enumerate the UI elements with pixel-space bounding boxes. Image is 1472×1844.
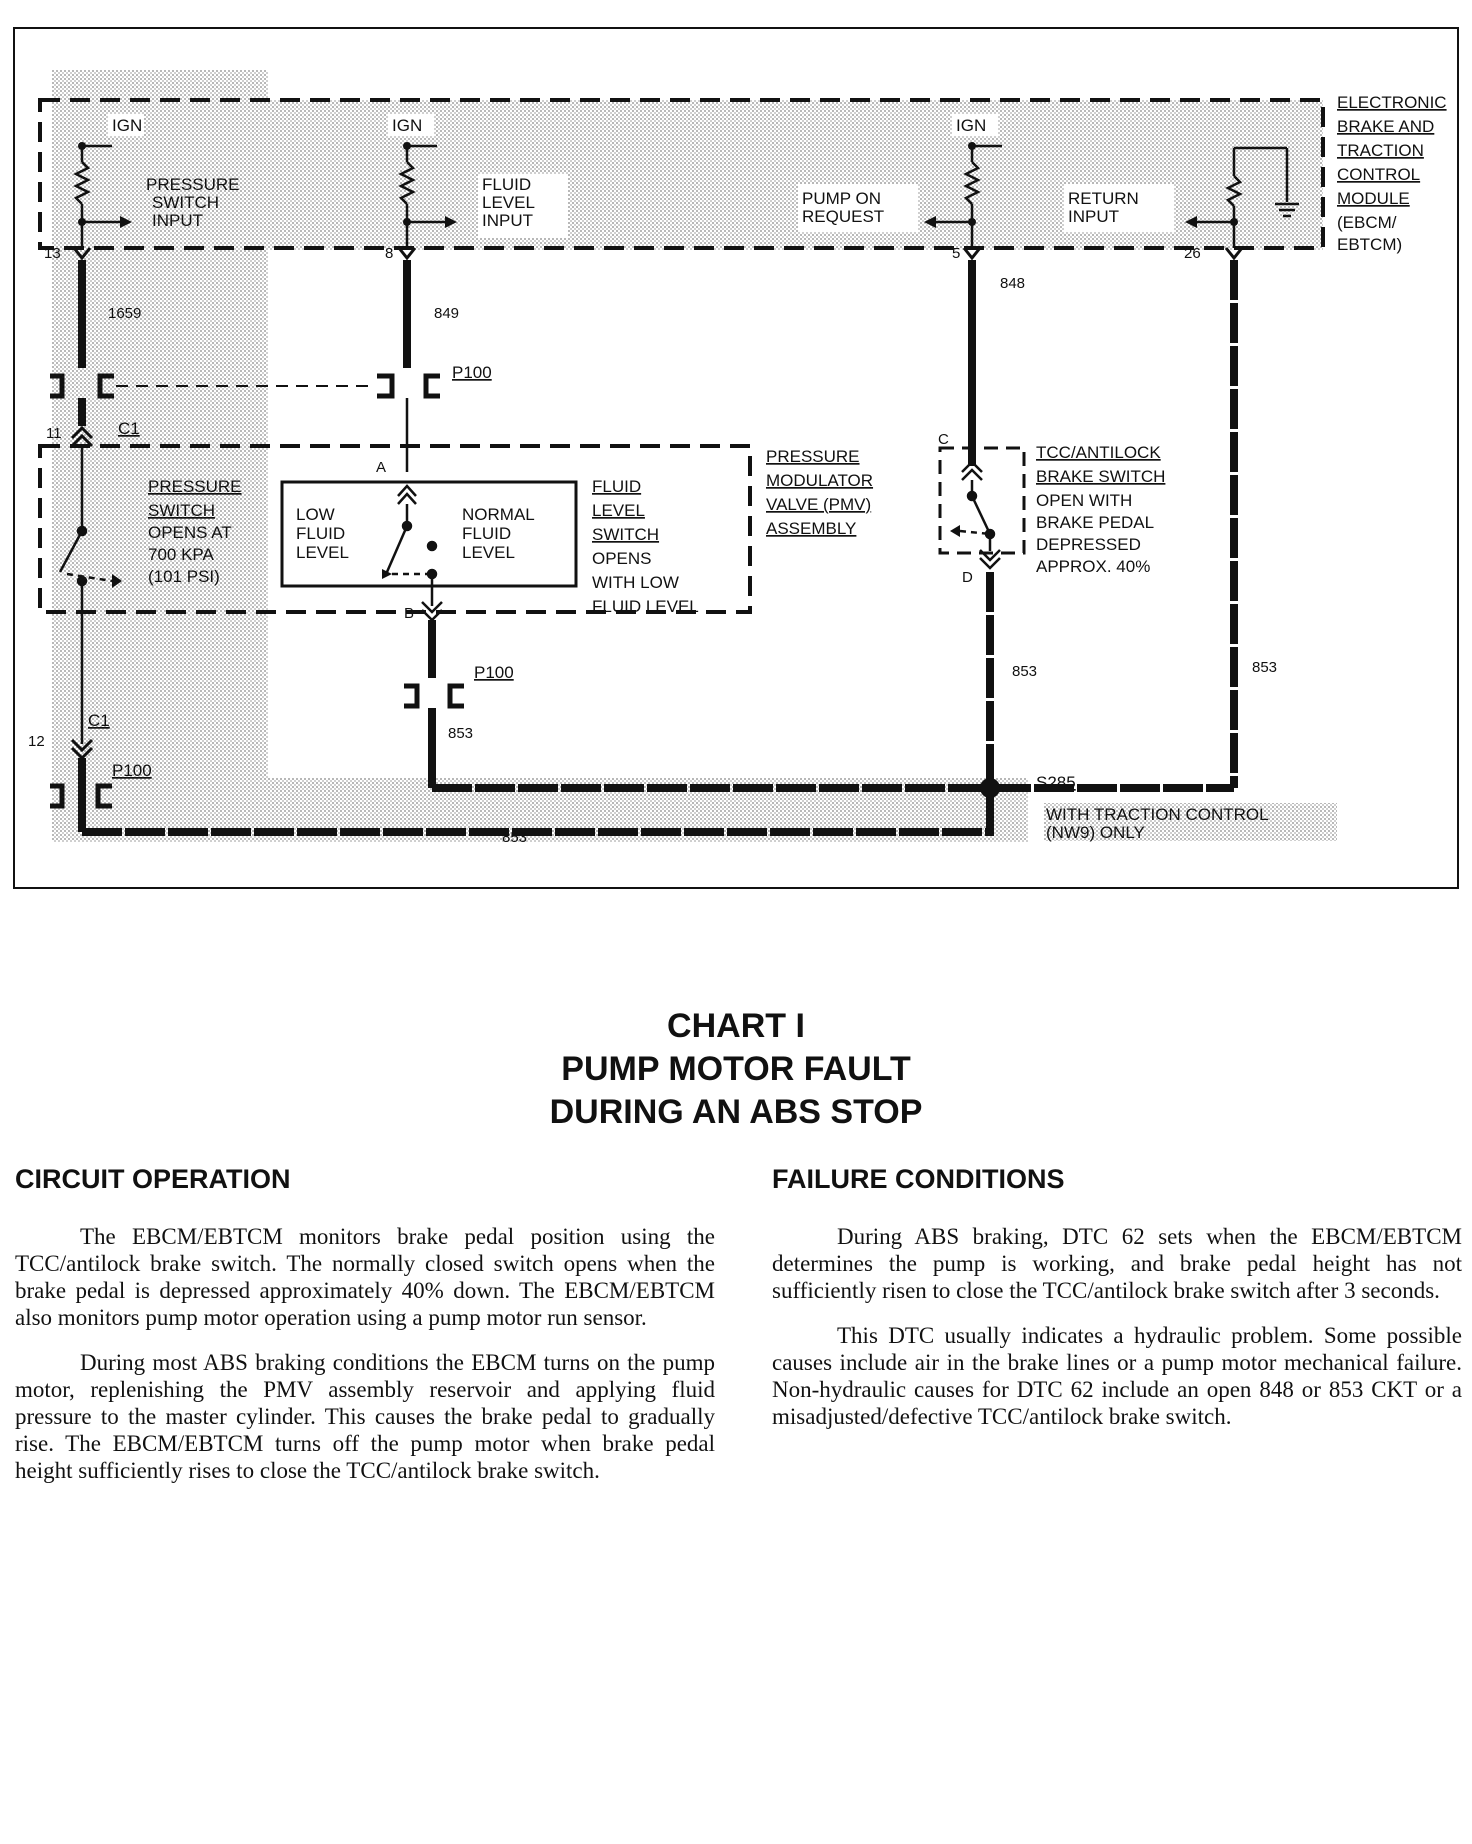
pin-5-label: 5	[952, 245, 961, 262]
svg-text:OPENS: OPENS	[592, 549, 652, 568]
failure-conditions-heading: FAILURE CONDITIONS	[772, 1164, 1065, 1194]
p100-b-connector	[404, 686, 464, 706]
fluid-level-switch-label	[592, 477, 699, 616]
svg-text:PUMP ON: PUMP ON	[802, 189, 882, 208]
svg-text:TRACTION: TRACTION	[1337, 141, 1424, 160]
c1-pin-11-label: 11	[46, 425, 62, 442]
svg-text:FLUID LEVEL: FLUID LEVEL	[592, 597, 699, 616]
module-name-label	[1337, 93, 1447, 254]
connector-d-label: D	[962, 569, 973, 586]
svg-text:LOW: LOW	[296, 505, 335, 524]
ign-label-1: IGN	[112, 116, 143, 135]
wire-853-label-right: 853	[1252, 659, 1278, 676]
svg-text:LEVEL: LEVEL	[462, 543, 515, 562]
wire-853-label-d: 853	[1012, 663, 1038, 680]
svg-text:INPUT: INPUT	[1068, 207, 1119, 226]
pin-8-label: 8	[385, 245, 394, 262]
svg-text:EBTCM): EBTCM)	[1337, 235, 1403, 254]
svg-text:PRESSURE: PRESSURE	[148, 477, 242, 496]
svg-text:BRAKE SWITCH: BRAKE SWITCH	[1036, 467, 1166, 486]
wire-853-label-bottom: 853	[502, 829, 528, 846]
svg-text:BRAKE AND: BRAKE AND	[1337, 117, 1435, 136]
p100-label-b: P100	[474, 663, 514, 682]
pump-on-request-label	[802, 189, 884, 226]
svg-text:(101 PSI): (101 PSI)	[148, 567, 220, 586]
p100-label-bottom: P100	[112, 761, 152, 780]
circuit-operation-paragraph-2: During most ABS braking conditions the EBCM turns on the pump motor, replenishing the PMV assembly reservoir and applying fluid pressure to the master cylinder. This causes the brake pedal to gradually rise. The EBCM/EBTCM turns off the pump motor when brake pedal height sufficiently rises to close the TCC/antilock brake switch.	[15, 1350, 715, 1483]
ign-label-3: IGN	[956, 116, 987, 135]
svg-text:LEVEL: LEVEL	[296, 543, 349, 562]
svg-text:VALVE (PMV): VALVE (PMV)	[766, 495, 872, 514]
wire-1659-label: 1659	[108, 305, 142, 322]
svg-text:MODULATOR: MODULATOR	[766, 471, 874, 490]
svg-text:WITH LOW: WITH LOW	[592, 573, 679, 592]
svg-text:DEPRESSED: DEPRESSED	[1036, 535, 1141, 554]
svg-text:PRESSURE: PRESSURE	[146, 175, 240, 194]
ign-label-2: IGN	[392, 116, 423, 135]
title-line-2: PUMP MOTOR FAULT	[561, 1050, 911, 1088]
svg-text:OPENS AT: OPENS AT	[148, 523, 232, 542]
pmv-assembly-label	[766, 447, 873, 538]
svg-text:NORMAL: NORMAL	[462, 505, 535, 524]
p100-label-849: P100	[452, 363, 492, 382]
s285-label: S285	[1036, 773, 1076, 792]
svg-text:(EBCM/: (EBCM/	[1337, 213, 1397, 232]
wire-848-label: 848	[1000, 275, 1026, 292]
svg-text:LEVEL: LEVEL	[482, 193, 535, 212]
svg-text:CONTROL: CONTROL	[1337, 165, 1421, 184]
failure-conditions-section	[772, 1166, 1462, 1448]
failure-conditions-paragraph-1: During ABS braking, DTC 62 sets when the EBCM/EBTCM determines the pump is working, and brake pedal height has not sufficiently risen to close the TCC/antilock brake switch after 3 seconds.	[772, 1224, 1462, 1303]
title-line-1: CHART I	[667, 1007, 805, 1045]
tcc-switch-box	[940, 448, 1024, 553]
svg-text:700 KPA: 700 KPA	[148, 545, 214, 564]
svg-text:FLUID: FLUID	[296, 524, 346, 543]
pin-26-label: 26	[1184, 245, 1201, 262]
wire-853-label-b: 853	[448, 725, 474, 742]
circuit-operation-section	[15, 1166, 715, 1502]
failure-conditions-paragraph-2: This DTC usually indicates a hydraulic problem. Some possible causes include air in the brake lines or a pump motor mechanical failure. Non-hydraulic causes for DTC 62 include an open 848 or 853 CKT or a misadjusted/defective TCC/antilock brake switch.	[772, 1323, 1462, 1429]
svg-text:INPUT: INPUT	[482, 211, 533, 230]
p100-849-connector	[377, 376, 440, 396]
circuit-operation-paragraph-1: The EBCM/EBTCM monitors brake pedal position using the TCC/antilock brake switch. The normally closed switch opens when the brake pedal is depressed approximately 40% down. The EBCM/EBTCM also monitors pump motor operation using a pump motor run sensor.	[15, 1224, 715, 1330]
svg-text:LEVEL: LEVEL	[592, 501, 645, 520]
c1-label-bottom: C1	[88, 711, 110, 730]
wire-849-label: 849	[434, 305, 460, 322]
connector-c-label: C	[938, 431, 949, 448]
svg-text:FLUID: FLUID	[462, 524, 512, 543]
circuit-operation-heading: CIRCUIT OPERATION	[15, 1164, 291, 1194]
svg-text:PRESSURE: PRESSURE	[766, 447, 860, 466]
wiring-diagram	[12, 26, 1462, 892]
svg-text:APPROX. 40%: APPROX. 40%	[1036, 557, 1151, 576]
c1-label-top: C1	[118, 419, 140, 438]
svg-text:RETURN: RETURN	[1068, 189, 1139, 208]
chart-title	[0, 1005, 1472, 1134]
svg-text:TCC/ANTILOCK: TCC/ANTILOCK	[1036, 443, 1161, 462]
svg-text:SWITCH: SWITCH	[152, 193, 220, 212]
svg-text:ASSEMBLY: ASSEMBLY	[766, 519, 857, 538]
svg-text:SWITCH: SWITCH	[592, 525, 660, 544]
svg-text:ELECTRONIC: ELECTRONIC	[1337, 93, 1447, 112]
svg-text:BRAKE PEDAL: BRAKE PEDAL	[1036, 513, 1155, 532]
title-line-3: DURING AN ABS STOP	[549, 1093, 923, 1131]
svg-text:MODULE: MODULE	[1337, 189, 1410, 208]
connector-b-label: B	[404, 605, 415, 622]
pin-13-label: 13	[44, 245, 61, 262]
connector-a-label: A	[376, 459, 387, 476]
fluid-level-input-label	[482, 175, 535, 230]
svg-text:SWITCH: SWITCH	[148, 501, 216, 520]
c1-pin-12-label: 12	[28, 733, 45, 750]
svg-text:INPUT: INPUT	[152, 211, 203, 230]
tcc-switch-label	[1036, 443, 1165, 576]
svg-text:FLUID: FLUID	[482, 175, 532, 194]
svg-text:(NW9) ONLY: (NW9) ONLY	[1046, 823, 1145, 842]
svg-text:FLUID: FLUID	[592, 477, 642, 496]
svg-text:OPEN WITH: OPEN WITH	[1036, 491, 1133, 510]
svg-text:REQUEST: REQUEST	[802, 207, 885, 226]
svg-text:WITH TRACTION CONTROL: WITH TRACTION CONTROL	[1046, 805, 1269, 824]
